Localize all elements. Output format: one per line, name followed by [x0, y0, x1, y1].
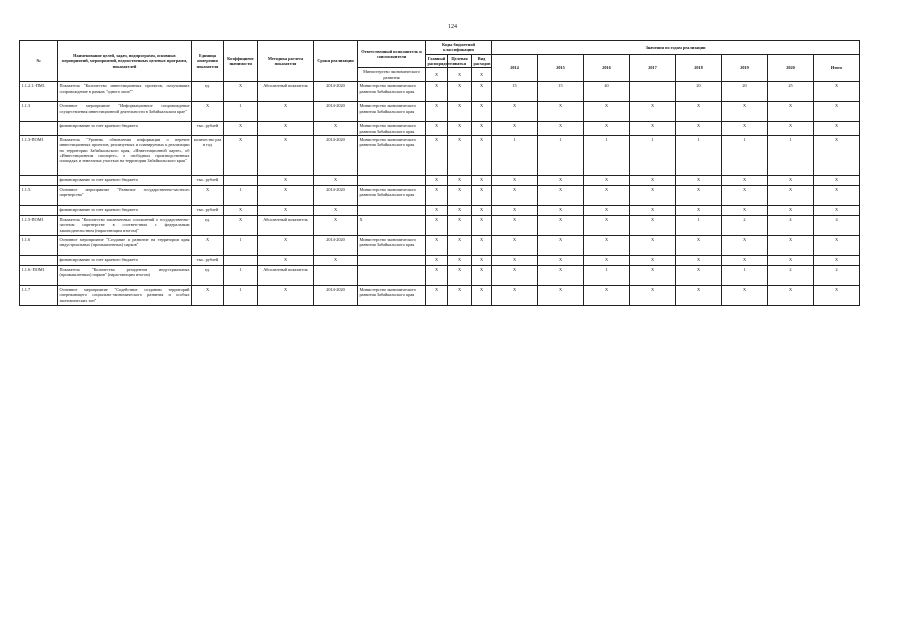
row-year-value: X: [630, 215, 676, 235]
table-row: [20, 185, 860, 205]
row-exp-type: X: [472, 205, 492, 215]
row-year-value: X: [492, 215, 538, 235]
row-target: X: [448, 102, 472, 122]
row-main-admin: X: [426, 235, 448, 255]
row-year-value: X: [630, 185, 676, 205]
row-year-value: 15: [492, 82, 538, 102]
header-year: 2017: [630, 54, 676, 81]
row-method: X: [258, 102, 314, 122]
row-year-value: X: [768, 255, 814, 265]
row-term: X: [314, 255, 358, 265]
row-year-value: X: [768, 205, 814, 215]
row-num: 1.1.7: [20, 285, 58, 305]
row-coef: X: [224, 215, 258, 235]
row-method: X: [258, 185, 314, 205]
header-name: Наименование целей, задач, подпрограмм, основных мероприятий, мероприятий, ведомственных целевых программ, показателей: [58, 41, 192, 82]
row-year-value: X: [538, 175, 584, 185]
row-unit: X: [192, 102, 224, 122]
row-term: X: [314, 175, 358, 185]
row-unit: количество раз в год: [192, 135, 224, 175]
row-main-admin: X: [426, 265, 448, 285]
row-method: X: [258, 205, 314, 215]
row-name: Основное мероприятие "Информационное сопровождение осуществления инвестиционной деятельности в Забайкальском крае": [58, 102, 192, 122]
row-year-value: [630, 82, 676, 102]
row-year-value: X: [676, 265, 722, 285]
row-year-value: X: [492, 205, 538, 215]
row-year-value: X: [722, 205, 768, 215]
row-unit: тыс. рублей: [192, 175, 224, 185]
row-name: финансирование за счет краевого бюджета: [58, 255, 192, 265]
row-coef: X: [224, 135, 258, 175]
row-year-value: X: [722, 185, 768, 205]
row-resp: X: [358, 215, 426, 235]
row-total: X: [814, 205, 860, 215]
row-year-value: 1: [538, 135, 584, 175]
row-year-value: X: [492, 285, 538, 305]
row-year-value: 15: [538, 82, 584, 102]
table-row: [20, 205, 860, 215]
header-exp-type: Вид расходов: [473, 55, 491, 67]
row-num: 1.1.6: [20, 235, 58, 255]
row-unit: X: [192, 285, 224, 305]
row-year-value: 2: [768, 265, 814, 285]
row-method: X: [258, 255, 314, 265]
row-total: X: [814, 185, 860, 205]
program-table: [19, 40, 860, 306]
row-target: X: [448, 215, 472, 235]
row-term: 2014-2020: [314, 135, 358, 175]
table-row: [20, 265, 860, 285]
row-year-value: X: [630, 265, 676, 285]
header-year: 2019: [722, 54, 768, 81]
row-target: X: [448, 82, 472, 102]
row-year-value: X: [768, 185, 814, 205]
row-year-value: X: [676, 102, 722, 122]
row-resp: [358, 255, 426, 265]
row-year-value: X: [492, 265, 538, 285]
row-num: 1.1.3: [20, 102, 58, 122]
row-exp-type: X: [472, 215, 492, 235]
row-target: X: [448, 235, 472, 255]
row-resp: Министерство экономического развития Забайкальского края: [358, 185, 426, 205]
row-year-value: X: [630, 205, 676, 215]
row-exp-type: X: [472, 185, 492, 205]
row-total: X: [814, 255, 860, 265]
row-year-value: X: [492, 102, 538, 122]
row-main-admin: X: [426, 255, 448, 265]
row-year-value: X: [768, 175, 814, 185]
row-year-value: X: [492, 255, 538, 265]
row-resp: Министерство экономического развития Забайкальского края: [358, 235, 426, 255]
row-target: X: [448, 185, 472, 205]
row-year-value: X: [676, 175, 722, 185]
row-term: X: [314, 215, 358, 235]
table-row: [20, 175, 860, 185]
row-total: X: [814, 122, 860, 136]
row-name: финансирование за счет краевого бюджета: [58, 175, 192, 185]
row-year-value: X: [538, 235, 584, 255]
row-term: X: [314, 205, 358, 215]
row-main-admin: X: [426, 285, 448, 305]
row-year-value: X: [538, 215, 584, 235]
header-extra-x: X: [472, 68, 492, 82]
table-body: [20, 82, 860, 306]
row-year-value: X: [584, 205, 630, 215]
row-exp-type: X: [472, 175, 492, 185]
row-total: 2: [814, 265, 860, 285]
row-year-value: X: [538, 102, 584, 122]
row-year-value: X: [584, 122, 630, 136]
row-term: 2014-2020: [314, 102, 358, 122]
row-year-value: X: [676, 235, 722, 255]
row-year-value: X: [630, 255, 676, 265]
header-year: 2015: [538, 54, 584, 81]
row-total: X: [814, 135, 860, 175]
row-coef: 1: [224, 285, 258, 305]
header-coef: Коэффициент значимости: [224, 41, 258, 82]
row-unit: ед.: [192, 265, 224, 285]
row-name: Показатель "Количество заключенных соглашений о государственно-частном партнерстве в соответствии с федеральным законодательством (нарастающим итогом)": [58, 215, 192, 235]
row-year-value: 40: [584, 82, 630, 102]
row-year-value: X: [722, 235, 768, 255]
row-year-value: X: [630, 235, 676, 255]
row-target: X: [448, 135, 472, 175]
row-year-value: 1: [676, 135, 722, 175]
row-method: X: [258, 135, 314, 175]
row-coef: X: [224, 122, 258, 136]
row-year-value: X: [768, 102, 814, 122]
row-year-value: X: [538, 285, 584, 305]
table-row: [20, 122, 860, 136]
row-year-value: X: [538, 265, 584, 285]
row-year-value: 1: [584, 135, 630, 175]
row-coef: X: [224, 205, 258, 215]
header-resp: Ответственный исполнитель и соисполнители: [358, 41, 426, 68]
row-method: Абсолютный показатель: [258, 215, 314, 235]
row-target: X: [448, 265, 472, 285]
page-number: 124: [448, 24, 457, 30]
header-extra-x: X: [426, 68, 448, 82]
row-term: X: [314, 122, 358, 136]
row-main-admin: X: [426, 175, 448, 185]
row-name: финансирование за счет краевого бюджета: [58, 205, 192, 215]
row-year-value: X: [722, 175, 768, 185]
header-budget-codes: Коды бюджетной классификации: [426, 41, 492, 55]
row-term: [314, 265, 358, 285]
row-year-value: X: [676, 205, 722, 215]
row-year-value: X: [538, 185, 584, 205]
row-unit: X: [192, 235, 224, 255]
row-name: Показатель "Количество инвестиционных проектов, получивших сопровождение в рамках "одного окна"": [58, 82, 192, 102]
row-num: 1.1.2.1.-ПМ1: [20, 82, 58, 102]
table-row: [20, 235, 860, 255]
row-exp-type: X: [472, 122, 492, 136]
row-total: X: [814, 285, 860, 305]
table-row: [20, 102, 860, 122]
row-year-value: X: [492, 235, 538, 255]
header-main-admin: Главный распорядитель: [427, 55, 457, 67]
row-name: Основное мероприятие "Создание и развитие на территории края индустриальных (промышленных) парков": [58, 235, 192, 255]
row-exp-type: X: [472, 82, 492, 102]
row-year-value: X: [584, 235, 630, 255]
row-year-value: X: [584, 285, 630, 305]
row-year-value: X: [538, 122, 584, 136]
row-num: 1.1.3-ПОМ1: [20, 135, 58, 175]
row-year-value: X: [584, 185, 630, 205]
header-year: 2014: [492, 54, 538, 81]
row-year-value: X: [676, 122, 722, 136]
table-header: [20, 41, 860, 82]
row-year-value: 1: [676, 215, 722, 235]
row-year-value: X: [630, 285, 676, 305]
row-coef: [224, 255, 258, 265]
row-total: X: [814, 235, 860, 255]
row-unit: тыс. рублей: [192, 255, 224, 265]
header-total: Итого: [814, 54, 860, 81]
row-exp-type: X: [472, 135, 492, 175]
row-main-admin: X: [426, 135, 448, 175]
row-exp-type: X: [472, 285, 492, 305]
table-row: [20, 82, 860, 102]
row-target: X: [448, 255, 472, 265]
table-row: [20, 255, 860, 265]
row-num: 1.1.5-ПОМ1: [20, 215, 58, 235]
row-year-value: X: [584, 102, 630, 122]
row-resp: Министерство экономического развития Забайкальского края: [358, 102, 426, 122]
table-row: [20, 215, 860, 235]
row-num: 1.1.5.: [20, 185, 58, 205]
row-coef: X: [224, 82, 258, 102]
row-year-value: 1: [630, 135, 676, 175]
row-name: Показатель "Уровень обновления информации о перечне инвестиционных проектов, реализуемых и планируемых к реализации на территории Забайкальского края, «Инвестиционной карте», об «Инвестиционном паспорте», о свободных производственных площадях и земельных участках на территории Забайкальского края": [58, 135, 192, 175]
row-name: финансирование за счет краевого бюджета: [58, 122, 192, 136]
row-year-value: X: [492, 175, 538, 185]
row-total: X: [814, 175, 860, 185]
row-resp: [358, 205, 426, 215]
row-term: 2014-2020: [314, 235, 358, 255]
row-unit: тыс. рублей: [192, 205, 224, 215]
row-resp: Министерство экономического развития Забайкальского края: [358, 285, 426, 305]
row-year-value: X: [722, 255, 768, 265]
row-year-value: 1: [722, 265, 768, 285]
row-exp-type: X: [472, 235, 492, 255]
row-year-value: X: [584, 255, 630, 265]
row-main-admin: X: [426, 102, 448, 122]
row-year-value: 1: [584, 265, 630, 285]
row-year-value: 25: [768, 82, 814, 102]
row-coef: 1: [224, 235, 258, 255]
row-target: X: [448, 122, 472, 136]
row-year-value: X: [768, 122, 814, 136]
row-coef: 1: [224, 102, 258, 122]
table-row: [20, 135, 860, 175]
row-year-value: 4: [768, 215, 814, 235]
row-year-value: X: [492, 122, 538, 136]
row-method: X: [258, 122, 314, 136]
header-num: №: [20, 41, 58, 82]
row-main-admin: X: [426, 205, 448, 215]
row-term: 2014-2020: [314, 82, 358, 102]
row-year-value: X: [630, 102, 676, 122]
row-method: X: [258, 285, 314, 305]
row-year-value: X: [676, 285, 722, 305]
row-method: Абсолютный показатель: [258, 82, 314, 102]
row-main-admin: X: [426, 82, 448, 102]
row-year-value: X: [538, 255, 584, 265]
header-year: 2016: [584, 54, 630, 81]
row-main-admin: X: [426, 122, 448, 136]
row-resp: Министерство экономического развития Забайкальского края: [358, 82, 426, 102]
row-year-value: X: [722, 102, 768, 122]
row-year-value: 2: [722, 215, 768, 235]
header-values: Значения по годам реализации: [492, 41, 860, 55]
row-main-admin: X: [426, 185, 448, 205]
row-year-value: 1: [722, 135, 768, 175]
row-exp-type: X: [472, 255, 492, 265]
row-method: X: [258, 175, 314, 185]
row-target: X: [448, 175, 472, 185]
row-year-value: X: [676, 185, 722, 205]
row-year-value: X: [584, 215, 630, 235]
row-total: X: [814, 82, 860, 102]
row-name: Основное мероприятие "Содействие созданию территорий опережающего социально-экономического развития и особых экономических зон": [58, 285, 192, 305]
row-target: X: [448, 205, 472, 215]
row-coef: 1: [224, 185, 258, 205]
row-year-value: X: [630, 175, 676, 185]
row-term: 2014-2020: [314, 185, 358, 205]
header-unit: Единица измерения показателя: [192, 41, 224, 82]
row-target: X: [448, 285, 472, 305]
header-extra-resp: Министерство экономического развития: [358, 68, 426, 82]
row-exp-type: X: [472, 102, 492, 122]
row-total: X: [814, 102, 860, 122]
row-method: Абсолютный показатель: [258, 265, 314, 285]
header-extra-x: X: [448, 68, 472, 82]
row-year-value: 20: [722, 82, 768, 102]
row-year-value: 1: [768, 135, 814, 175]
header-year: 2018: [676, 54, 722, 81]
row-year-value: X: [768, 235, 814, 255]
row-num: 1.1.6.-ПОМ1: [20, 265, 58, 285]
row-num: [20, 175, 58, 185]
row-year-value: X: [768, 285, 814, 305]
row-unit: ед.: [192, 215, 224, 235]
row-year-value: 20: [676, 82, 722, 102]
row-year-value: X: [492, 185, 538, 205]
row-year-value: X: [722, 122, 768, 136]
row-year-value: X: [538, 205, 584, 215]
row-main-admin: X: [426, 215, 448, 235]
row-year-value: 1: [492, 135, 538, 175]
row-unit: ед.: [192, 82, 224, 102]
row-year-value: X: [676, 255, 722, 265]
header-year: 2020: [768, 54, 814, 81]
row-resp: Министерство экономического развития Забайкальского края: [358, 135, 426, 175]
row-resp: [358, 265, 426, 285]
row-year-value: X: [630, 122, 676, 136]
row-num: [20, 255, 58, 265]
row-coef: 1: [224, 265, 258, 285]
row-exp-type: X: [472, 265, 492, 285]
header-method: Методика расчета показателя: [258, 41, 314, 82]
table-row: [20, 285, 860, 305]
row-unit: тыс. рублей: [192, 122, 224, 136]
row-term: 2014-2020: [314, 285, 358, 305]
row-method: X: [258, 235, 314, 255]
row-coef: [224, 175, 258, 185]
row-year-value: X: [722, 285, 768, 305]
row-num: [20, 205, 58, 215]
row-unit: X: [192, 185, 224, 205]
row-name: Показатель "Количество резидентов индустриальных (промышленных) парков" (нарастающим итогом): [58, 265, 192, 285]
row-num: [20, 122, 58, 136]
row-total: 4: [814, 215, 860, 235]
header-target: Целевая статья: [448, 54, 472, 68]
row-year-value: X: [584, 175, 630, 185]
row-resp: [358, 175, 426, 185]
row-resp: Министерство экономического развития Забайкальского края: [358, 122, 426, 136]
header-term: Сроки реализации: [314, 41, 358, 82]
row-name: Основное мероприятие "Развитие государственно-частного партнерства": [58, 185, 192, 205]
